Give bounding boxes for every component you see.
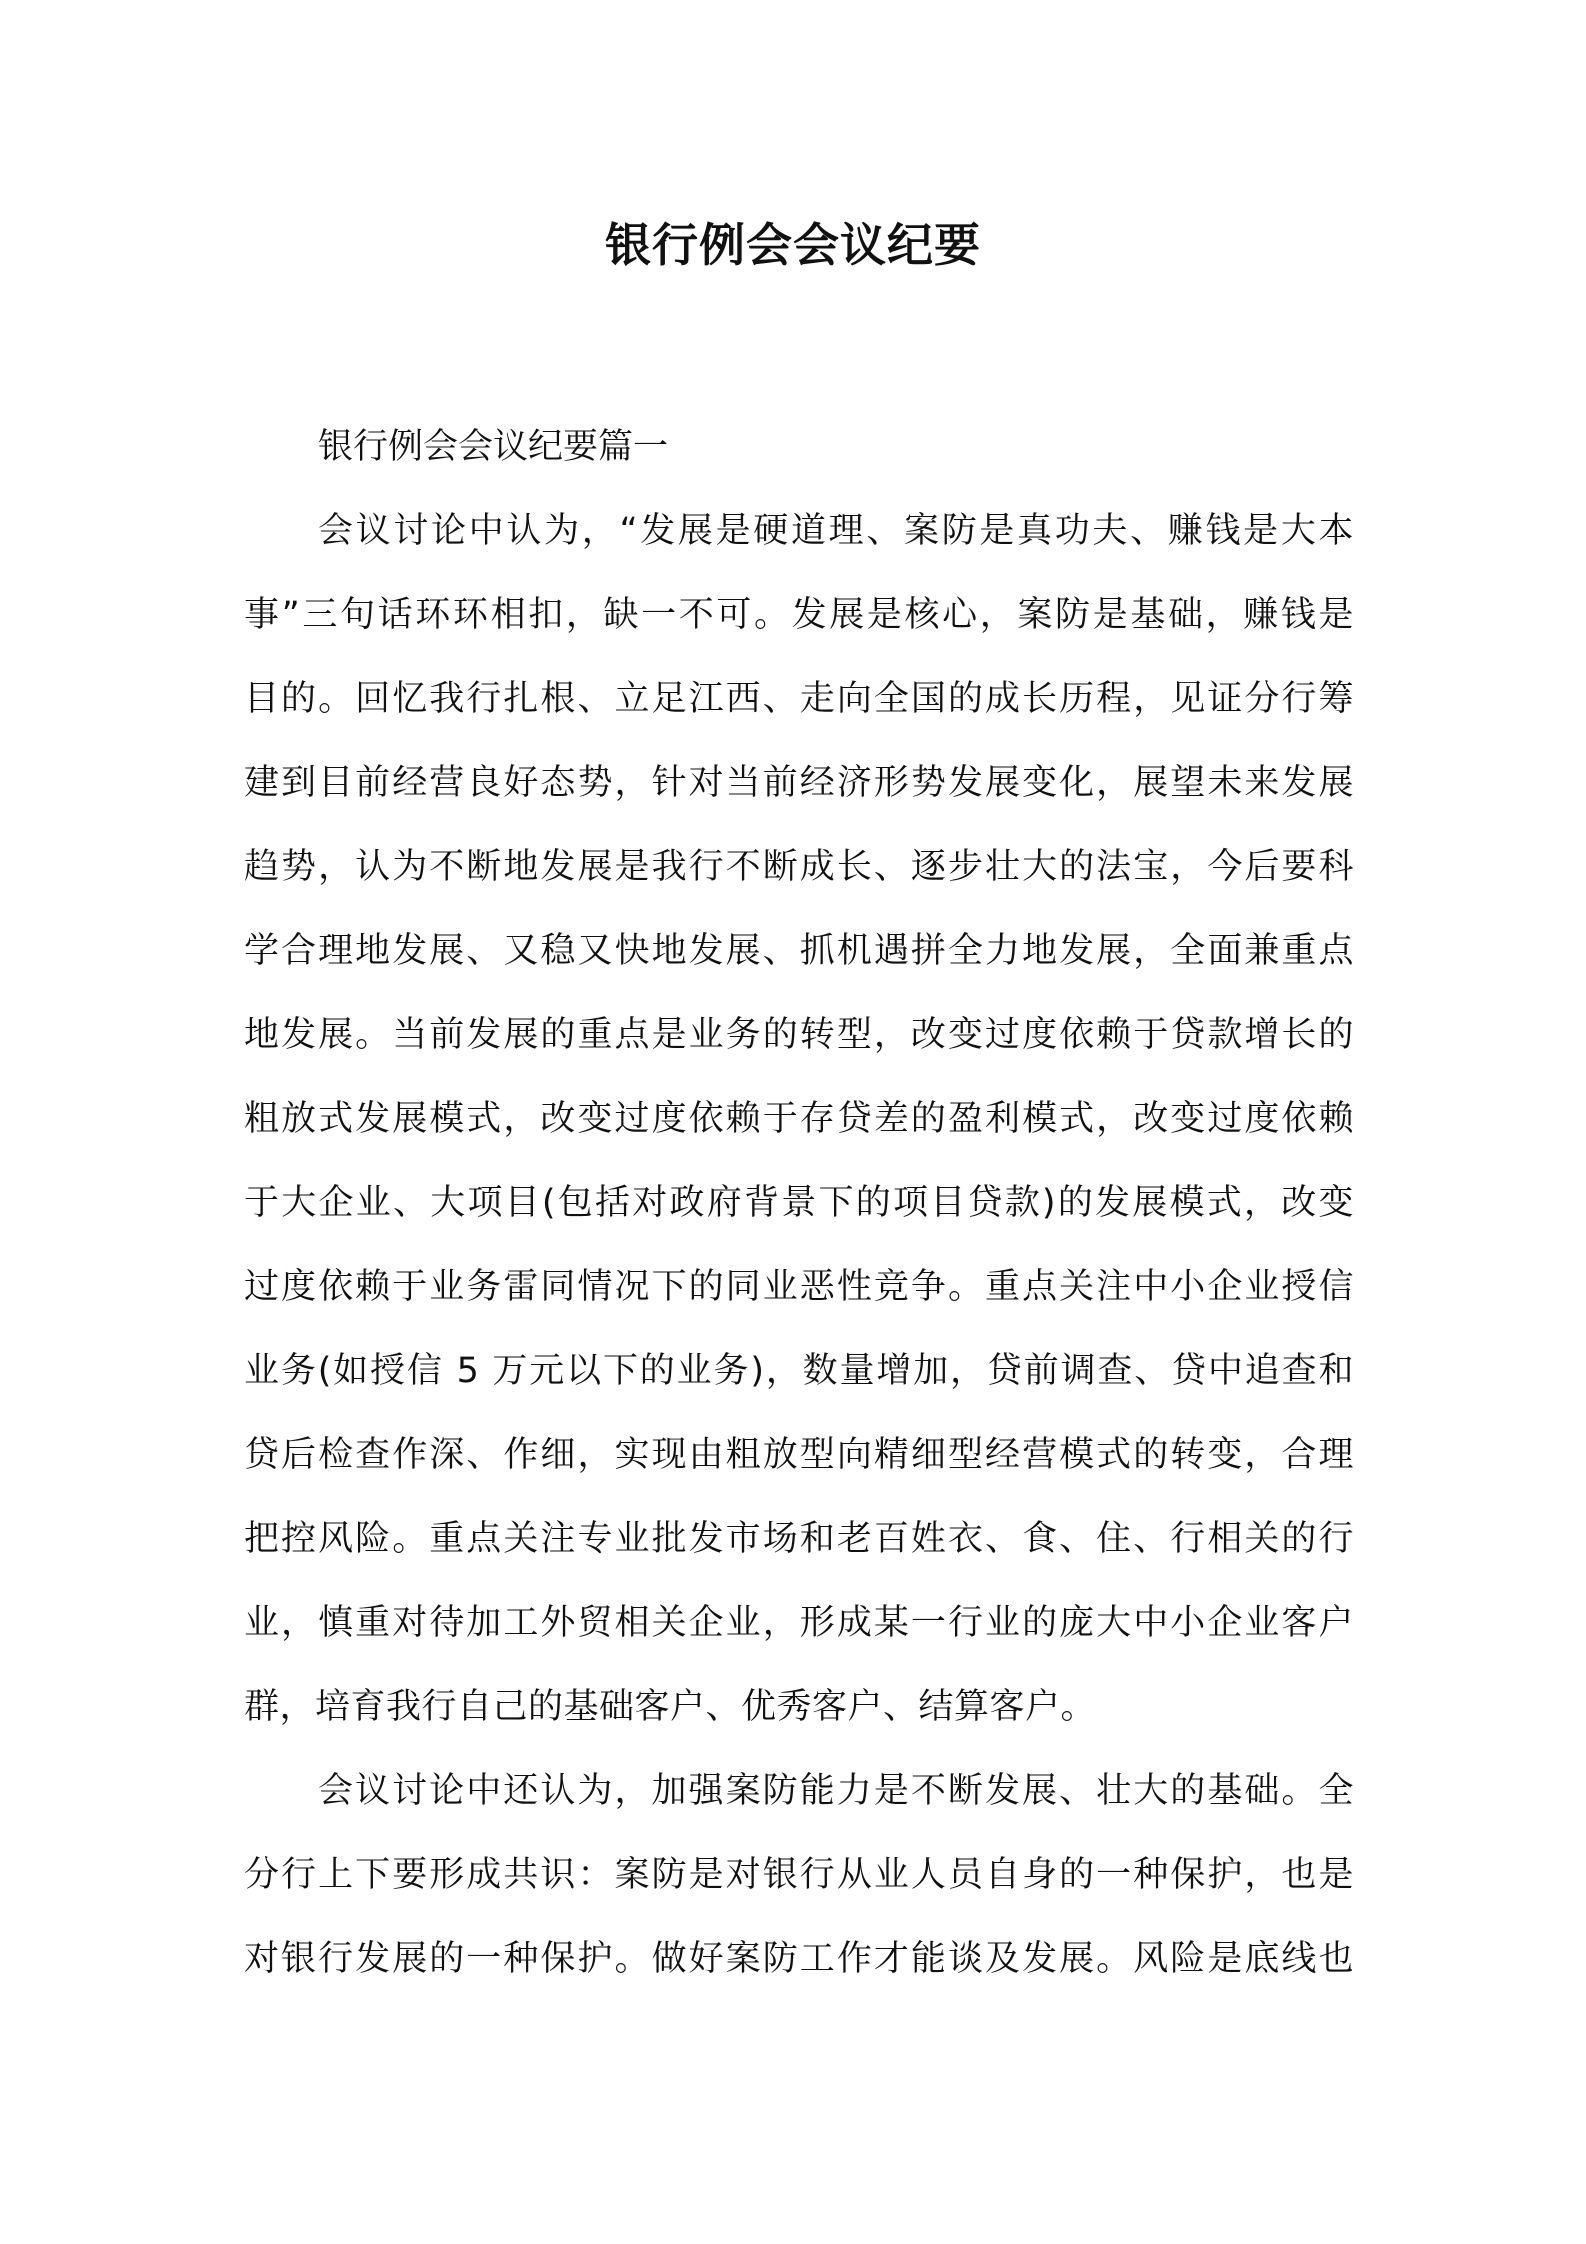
paragraph-line: 趋势，认为不断地发展是我行不断成长、逐步壮大的法宝，今后要科 (244, 847, 1354, 887)
paragraph-line: 事”三句话环环相扣，缺一不可。发展是核心，案防是基础，赚钱是 (244, 595, 1354, 635)
paragraph-2 (244, 1749, 1354, 2001)
document-title: 银行例会会议纪要 (605, 218, 981, 272)
paragraph-line: 群，培育我行自己的基础客户、优秀客户、结算客户。 (244, 1687, 1097, 1727)
paragraph-line: 目的。回忆我行扎根、立足江西、走向全国的成长历程，见证分行筹 (244, 679, 1354, 719)
paragraph-line: 过度依赖于业务雷同情况下的同业恶性竞争。重点关注中小企业授信 (244, 1267, 1354, 1307)
paragraph-line: 业，慎重对待加工外贸相关企业，形成某一行业的庞大中小企业客户 (244, 1603, 1354, 1643)
section-heading: 银行例会会议纪要篇一 (318, 427, 669, 467)
paragraph-line: 分行上下要形成共识：案防是对银行从业人员自身的一种保护，也是 (244, 1855, 1354, 1895)
paragraph-line: 对银行发展的一种保护。做好案防工作才能谈及发展。风险是底线也 (244, 1939, 1354, 1979)
document-body (244, 405, 1354, 2001)
paragraph-line: 业务(如授信 5 万元以下的业务)，数量增加，贷前调查、贷中追查和 (244, 1351, 1354, 1391)
paragraph-line: 贷后检查作深、作细，实现由粗放型向精细型经营模式的转变，合理 (244, 1435, 1354, 1475)
paragraph-line: 会议讨论中认为，“发展是硬道理、案防是真功夫、赚钱是大本 (318, 511, 1354, 551)
paragraph-1 (244, 489, 1354, 1749)
paragraph-line: 于大企业、大项目(包括对政府背景下的项目贷款)的发展模式，改变 (244, 1183, 1354, 1223)
paragraph-line: 会议讨论中还认为，加强案防能力是不断发展、壮大的基础。全 (318, 1771, 1354, 1811)
paragraph-line: 地发展。当前发展的重点是业务的转型，改变过度依赖于贷款增长的 (244, 1015, 1354, 1055)
paragraph-line: 学合理地发展、又稳又快地发展、抓机遇拼全力地发展，全面兼重点 (244, 931, 1354, 971)
paragraph-line: 建到目前经营良好态势，针对当前经济形势发展变化，展望未来发展 (244, 763, 1354, 803)
paragraph-line: 把控风险。重点关注专业批发市场和老百姓衣、食、住、行相关的行 (244, 1519, 1354, 1559)
paragraph-line: 粗放式发展模式，改变过度依赖于存贷差的盈利模式，改变过度依赖 (244, 1099, 1354, 1139)
